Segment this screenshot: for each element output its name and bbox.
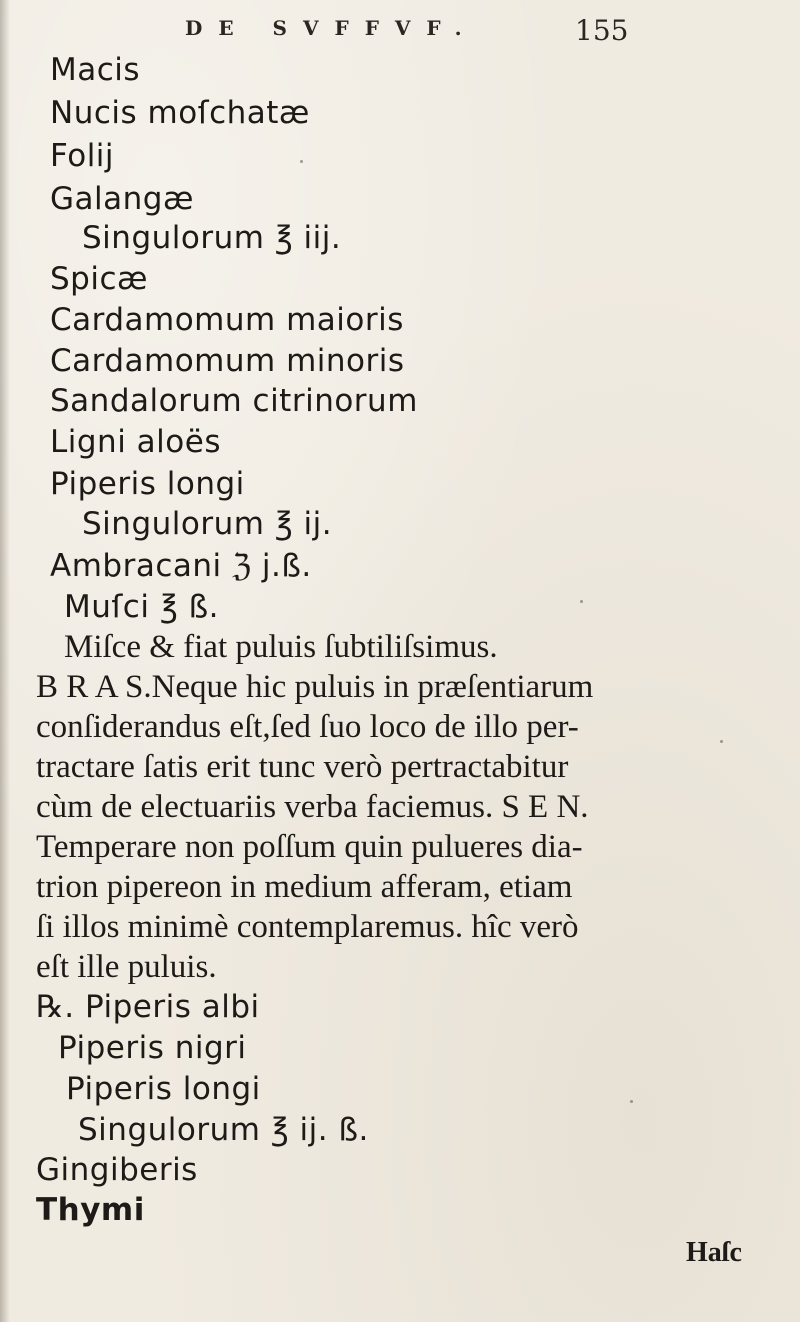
catchword: Haſc <box>686 1237 742 1268</box>
text-line: Sandalorum citrinorum <box>50 383 418 419</box>
page-number: 155 <box>575 14 629 47</box>
text-line: Folij <box>50 138 115 174</box>
running-head: DE SVFFVF. <box>185 16 478 40</box>
text-line: Cardamomum maioris <box>50 302 404 338</box>
text-line: Cardamomum minoris <box>50 343 405 379</box>
text-line: Gingiberis <box>36 1152 198 1188</box>
text-line: Singulorum ℥ iij. <box>82 220 342 256</box>
text-line: Piperis longi <box>50 466 245 502</box>
text-line: Spicæ <box>50 261 148 297</box>
text-line: Temperare non poſſum quin pulueres dia- <box>36 829 583 865</box>
text-line: B R A S.Neque hic puluis in præſentiarum <box>36 669 594 705</box>
text-line: Piperis nigri <box>58 1030 247 1066</box>
text-line: Galangæ <box>50 181 194 217</box>
text-line: conſiderandus eſt,ſed ſuo loco de illo per- <box>36 709 579 745</box>
text-line: Piperis longi <box>66 1071 261 1107</box>
text-line: Singulorum ℥ ij. ß. <box>78 1112 369 1148</box>
paper-speck <box>720 740 723 743</box>
text-line: Ambracani ℨ j.ß. <box>50 548 312 584</box>
text-line: cùm de electuariis verba faciemus. S E N. <box>36 789 589 825</box>
text-line: ℞. Piperis albi <box>36 989 260 1025</box>
text-line: Thymi <box>36 1192 145 1228</box>
text-line: tractare ſatis erit tunc verò pertractabitur <box>36 749 569 785</box>
text-line: Muſci ℥ ß. <box>64 589 219 625</box>
text-line: trion pipereon in medium afferam, etiam <box>36 869 573 905</box>
paper-speck <box>630 1100 633 1103</box>
text-line: Miſce & fiat puluis ſubtiliſsimus. <box>64 629 498 665</box>
paper-speck <box>580 600 583 603</box>
paper-speck <box>300 160 303 163</box>
text-line: Nucis moſchatæ <box>50 95 310 131</box>
text-line: Singulorum ℥ ij. <box>82 506 333 542</box>
text-line: Ligni aloës <box>50 424 221 460</box>
text-line: Macis <box>50 52 141 88</box>
text-line: ſi illos minimè contemplaremus. hîc verò <box>36 909 579 945</box>
text-line: eſt ille puluis. <box>36 949 217 985</box>
